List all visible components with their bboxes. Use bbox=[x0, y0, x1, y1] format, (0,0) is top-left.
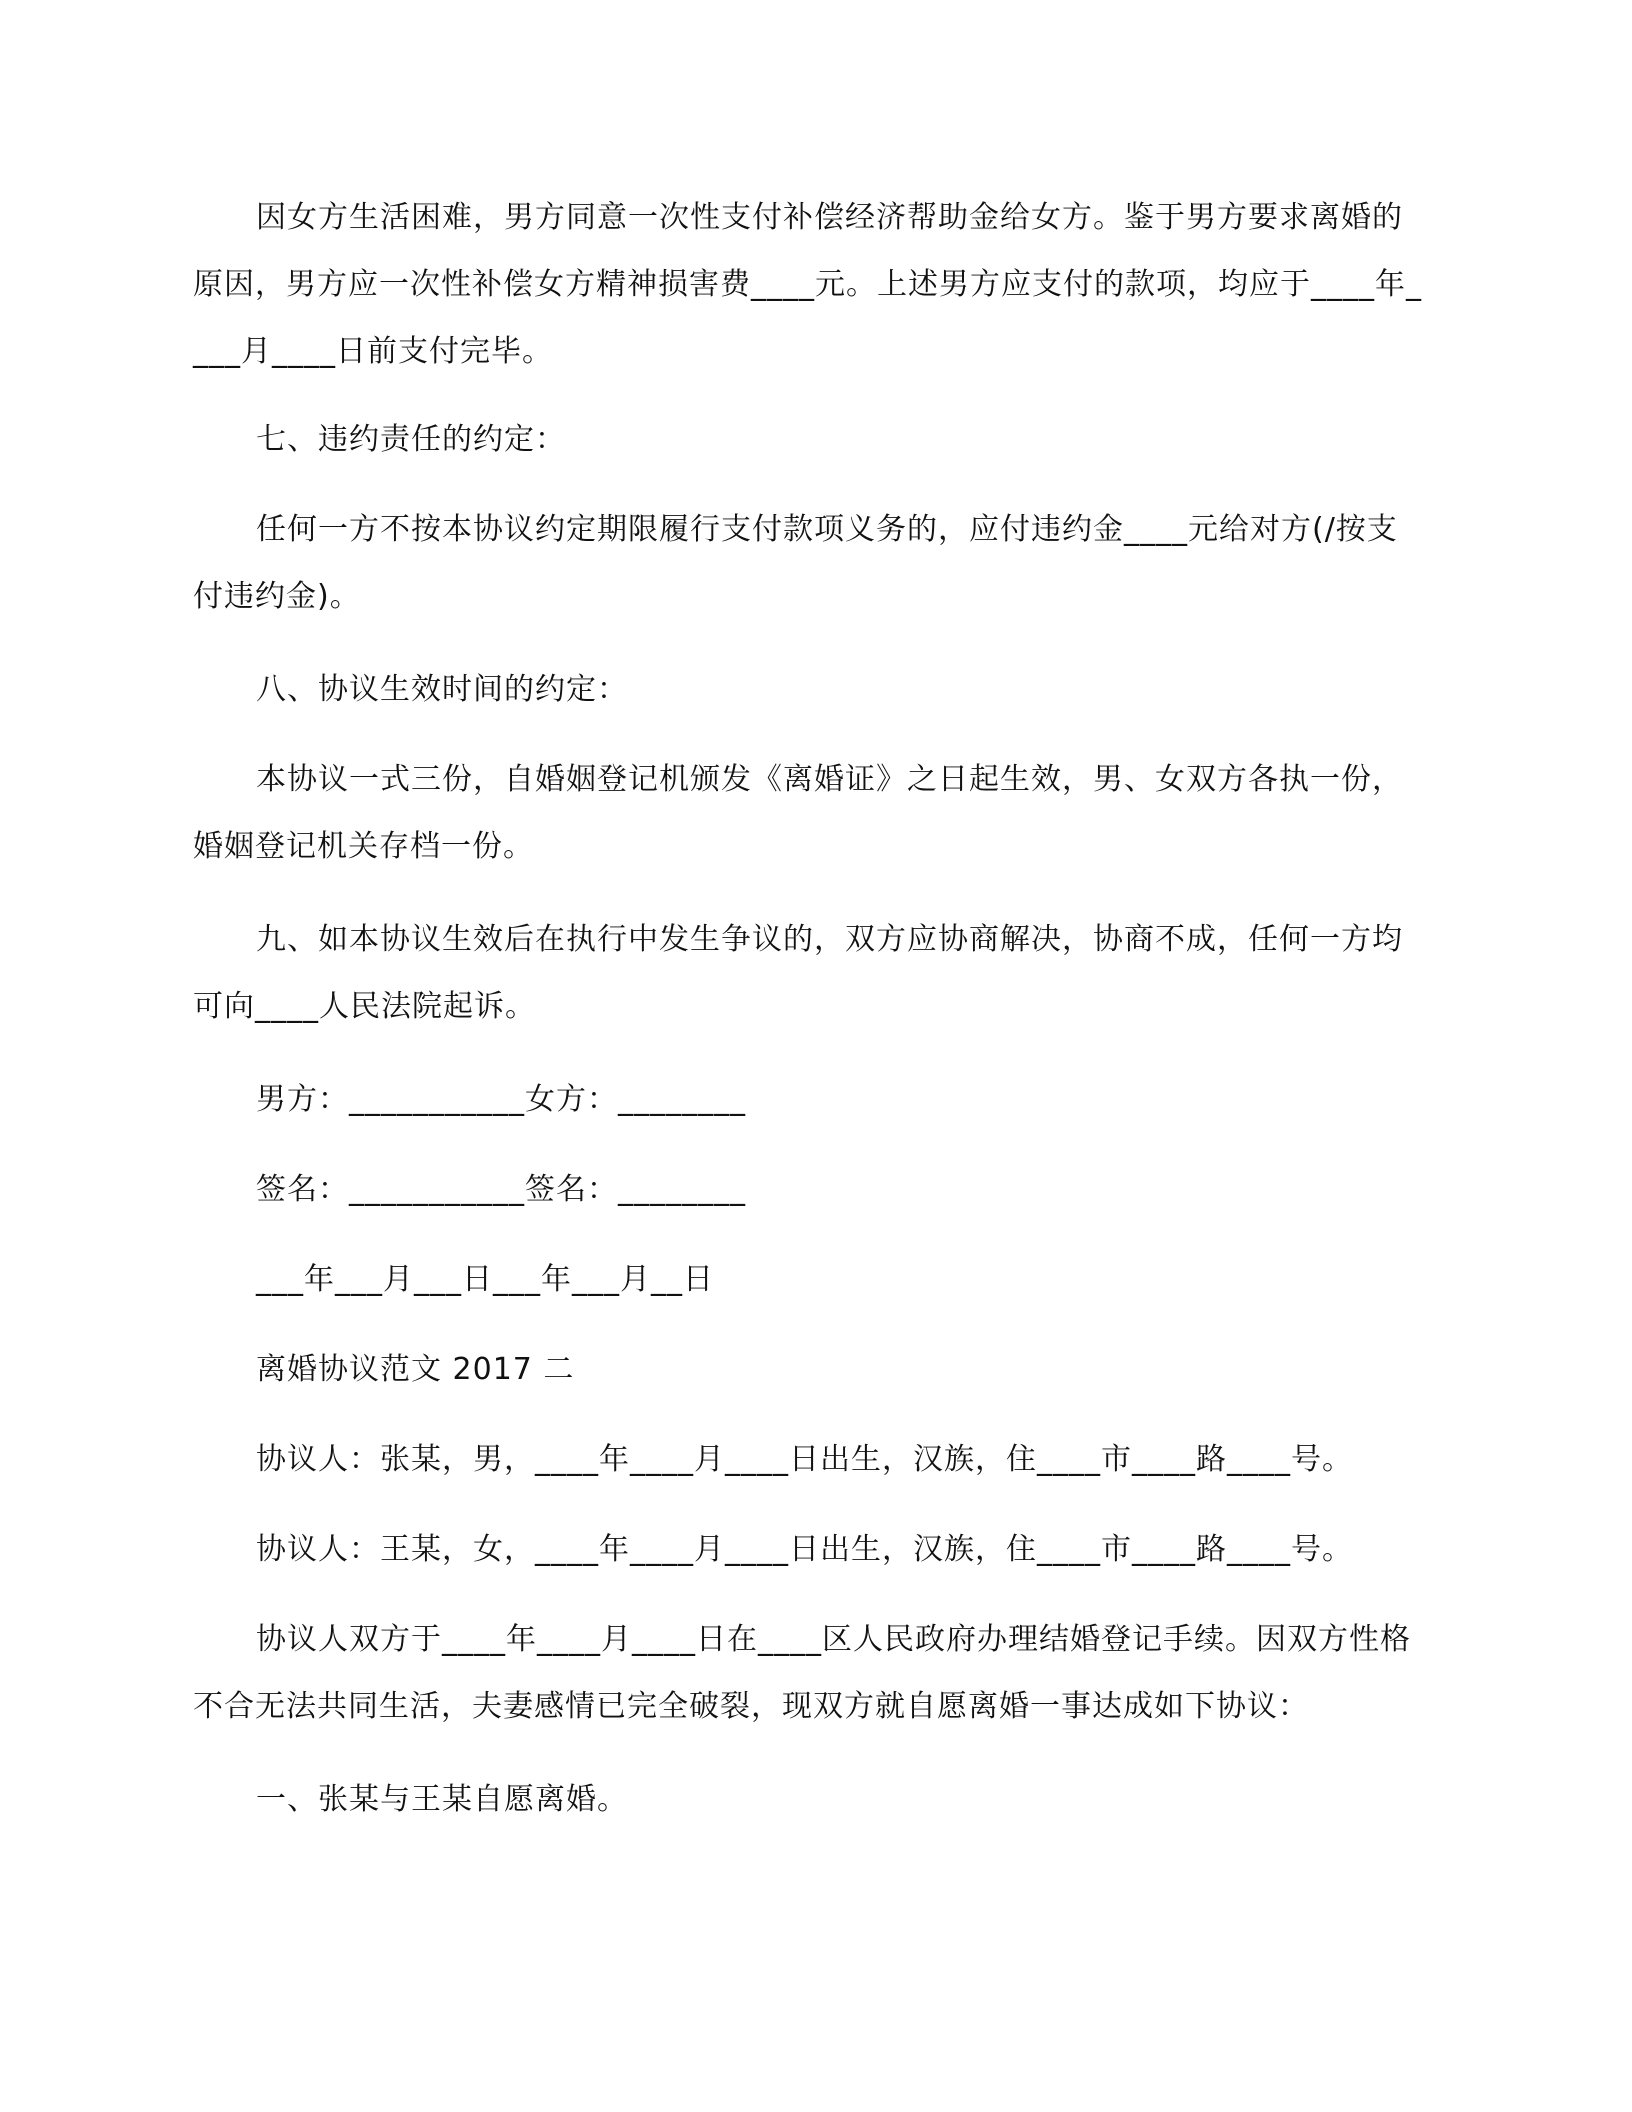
paragraph-dispute: 九、如本协议生效后在执行中发生争议的，双方应协商解决，协商不成，任何一方均可向____人民法院起诉。 bbox=[193, 922, 1403, 1024]
paragraph-compensation: 因女方生活困难，男方同意一次性支付补偿经济帮助金给女方。鉴于男方要求离婚的原因，男方应一次性补偿女方精神损害费____元。上述男方应支付的款项，均应于____年____月____日前支付完毕。 bbox=[193, 200, 1422, 369]
party-wang-info: 协议人：王某，女，____年____月____日出生，汉族，住____市____路____号。 bbox=[256, 1532, 1353, 1567]
heading-effective-time: 八、协议生效时间的约定： bbox=[256, 672, 628, 707]
signature-dates-line: ___年___月___日___年___月__日 bbox=[256, 1262, 714, 1297]
paragraph-marriage-registration: 协议人双方于____年____月____日在____区人民政府办理结婚登记手续。因双方性格不合无法共同生活，夫妻感情已完全破裂，现双方就自愿离婚一事达成如下协议： bbox=[193, 1622, 1411, 1724]
party-zhang-info: 协议人：张某，男，____年____月____日出生，汉族，住____市____路____号。 bbox=[256, 1442, 1353, 1477]
signature-names-line: 签名：___________签名：________ bbox=[256, 1172, 746, 1207]
heading-breach-liability: 七、违约责任的约定： bbox=[256, 422, 566, 457]
clause-voluntary-divorce: 一、张某与王某自愿离婚。 bbox=[256, 1782, 628, 1817]
signature-parties-line: 男方：___________女方：________ bbox=[256, 1082, 746, 1117]
paragraph-copies: 本协议一式三份，自婚姻登记机颁发《离婚证》之日起生效，男、女双方各执一份，婚姻登记机关存档一份。 bbox=[193, 762, 1403, 864]
paragraph-breach-penalty: 任何一方不按本协议约定期限履行支付款项义务的，应付违约金____元给对方(/按支付违约金)。 bbox=[193, 512, 1398, 614]
section-title-sample-two: 离婚协议范文 2017 二 bbox=[256, 1352, 575, 1387]
